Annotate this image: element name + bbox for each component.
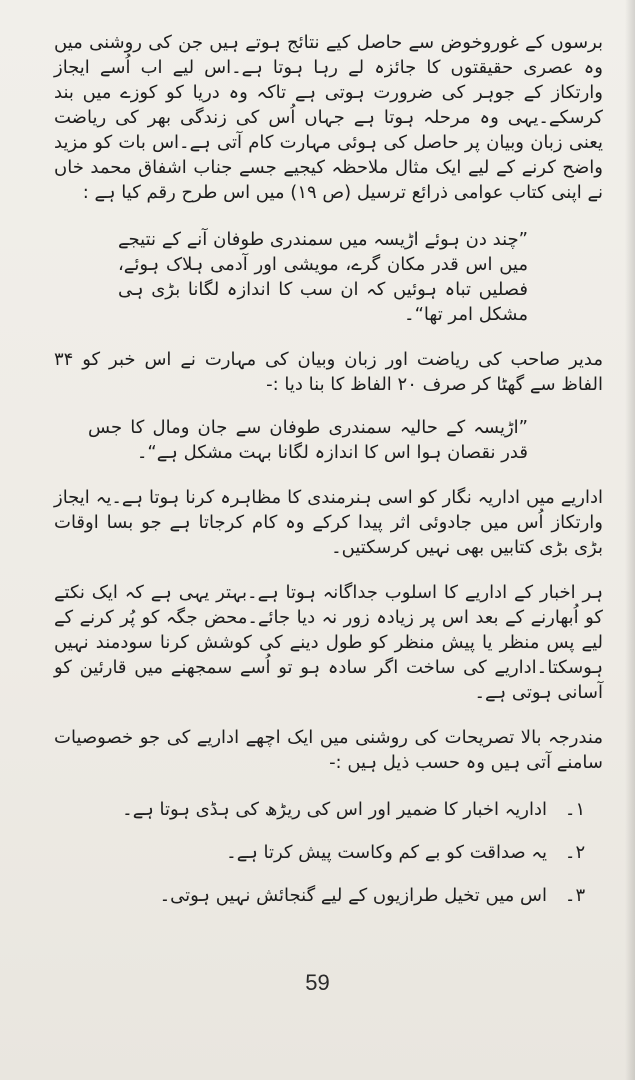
quote-2: ”اڑیسہ کے حالیہ سمندری طوفان سے جان ومال کا جس قدر نقصان ہوا اس کا اندازہ لگانا بہت مشکل ہے“۔: [88, 417, 528, 463]
list-item-number: ۳۔: [564, 885, 586, 906]
list-item: [54, 797, 603, 822]
page-edge-shadow: [625, 0, 635, 1080]
paragraph-5: مندرجہ بالا تصریحات کی روشنی میں ایک اچھے اداریے کی جو خصوصیات سامنے آتی ہیں وہ حسب ذیل ہیں :-: [54, 727, 603, 773]
list-item-number: ۲۔: [564, 842, 586, 863]
paragraph-1: برسوں کے غوروخوض سے حاصل کیے نتائج ہوتے ہیں جن کی روشنی میں وہ عصری حقیقتوں کا جائزہ لے رہا ہوتا ہے۔اس لیے اب اُسے ایجاز وارتکاز کے جوہر کی ضرورت ہوتی ہے تاکہ وہ دریا کو کوزے میں بند کرسکے۔یہی وہ مرحلہ ہوتا ہے جہاں اُس کی زندگی بھر کی ریاضت یعنی زبان وبیان پر حاصل کی ہوئی مہارت کام آتی ہے۔اس بات کو مزید واضح کرنے کے لیے ایک مثال ملاحظہ کیجیے جسے جناب اشفاق محمد خاں نے اپنی کتاب عوامی ذرائع ترسیل (ص ۱۹) میں اس طرح رقم کیا ہے :: [54, 32, 603, 203]
list-item-text: اداریہ اخبار کا ضمیر اور اس کی ریڑھ کی ہڈی ہوتا ہے۔: [122, 799, 547, 820]
page-number: 59: [305, 970, 330, 995]
list-item-number: ۱۔: [564, 799, 586, 820]
page-body: [54, 30, 603, 926]
list-item: [54, 840, 603, 865]
paragraph-3: اداریے میں اداریہ نگار کو اسی ہنرمندی کا مظاہرہ کرنا ہوتا ہے۔یہ ایجاز وارتکاز اُس میں جادوئی اثر پیدا کرکے وہ کام کرجاتا ہے جو بسا اوقات بڑی بڑی کتابیں بھی نہیں کرسکتیں۔: [54, 487, 603, 558]
paragraph-2: مدیر صاحب کی ریاضت اور زبان وبیان کی مہارت نے اس خبر کو ۳۴ الفاظ سے گھٹا کر صرف ۲۰ الفاظ کا بنا دیا :-: [54, 349, 603, 395]
features-list: [54, 797, 603, 908]
paragraph-4: ہر اخبار کے اداریے کا اسلوب جداگانہ ہوتا ہے۔بہتر یہی ہے کہ ایک نکتے کو اُبھارنے کے بعد اس پر زیادہ زور نہ دیا جائے۔محض جگہ کو پُر کرنے کے لیے پس منظر یا پیش منظر کو طول دینے کی کوشش کرنا سودمند نہیں ہوسکتا۔اداریے کی ساخت اگر سادہ ہو تو اُسے سمجھنے میں قارئین کو آسانی ہوتی ہے۔: [54, 582, 603, 703]
quote-1: ”چند دن ہوئے اڑیسہ میں سمندری طوفان آنے کے نتیجے میں اس قدر مکان گرے، مویشی اور آدمی ہلاک ہوئے، فصلیں تباہ ہوئیں کہ ان سب کا اندازہ لگانا بڑی ہی مشکل امر تھا“۔: [118, 229, 528, 325]
list-item-text: اس میں تخیل طرازیوں کے لیے گنجائش نہیں ہوتی۔: [159, 885, 547, 906]
list-item: [54, 883, 603, 908]
list-item-text: یہ صداقت کو بے کم وکاست پیش کرتا ہے۔: [226, 842, 547, 863]
